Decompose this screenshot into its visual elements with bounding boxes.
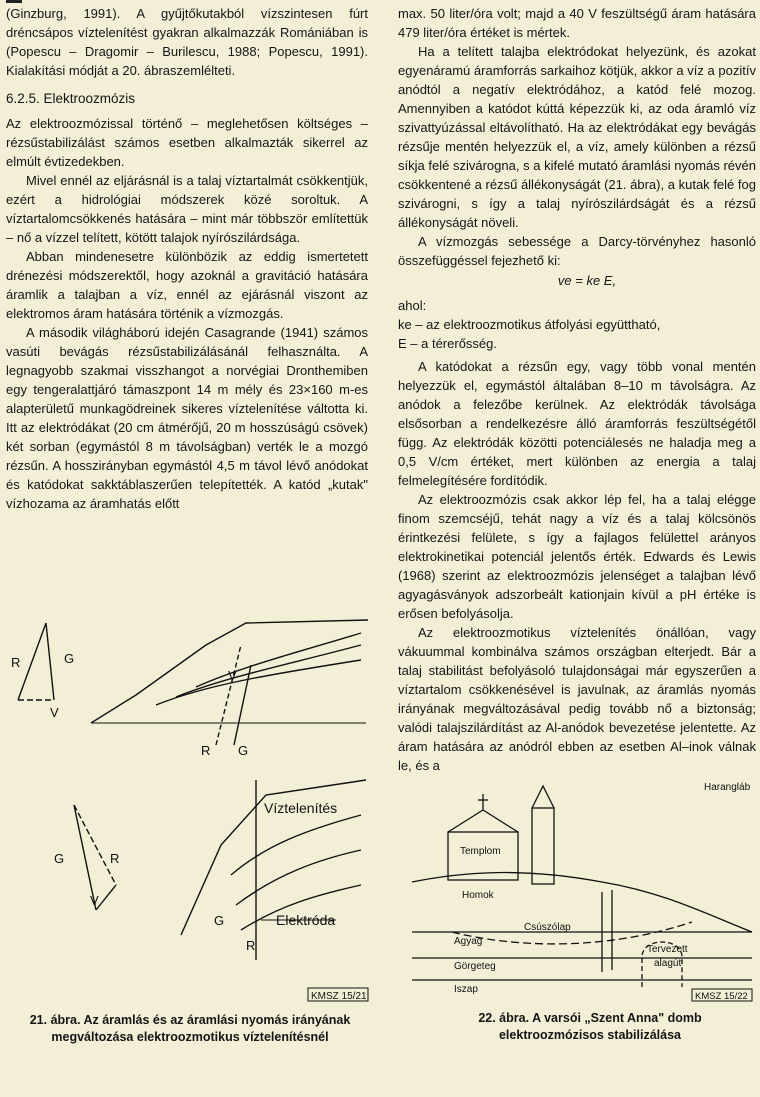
figure-22 (402, 772, 756, 1004)
label-harangláb: Harangláb (704, 782, 751, 793)
ahol-label: ahol: (398, 298, 427, 313)
label-templom: Templom (460, 846, 501, 857)
label-g-upper: G (64, 651, 75, 666)
figure-22-caption: 22. ábra. A varsói „Szent Anna" domb elektroozmózisos stabilizálása (478, 1011, 702, 1042)
label-gorgeteg: Görgeteg (454, 961, 496, 972)
paragraph-1: Az elektroozmózissal történő – meglehetősen költséges – rézsűstabilizálást számos esetben alkalmazták sikerrel az elmúlt évtizedekben. (6, 116, 368, 169)
paragraph-7: A katódokat a rézsűn egy, vagy több vonal mentén helyezzük el, egymástól általában 8–10 m távolságra. Az anódok a felezőbe kerülnek. Az elektródák távolsága elsősorban a rendelkezésre álló áramforrás feszültségétől függ. Az elektródák közötti potenciálesés ne haladja meg a 0,5 V/cm értéket, mert különben az energia a talaj felmelegítésére fordítódik. (398, 359, 756, 488)
figure-21-drawing (6, 605, 370, 1005)
right-column (398, 0, 756, 775)
paragraph-9: Az elektroozmotikus víztelenítés önállóan, vagy vákuummal kombinálva számos országban elterjedt. Bár a talaj stabilitást befolyásoló tulajdonságai már egyszerűen a víztartalom csökkenésével is javulnak, az áramlás nyomás irányának megváltozásával pedig tovább nő a biztonság; valódi talajszilárdítást az Al-anódok bevezetése jelentette. Az áram hatására az anódról ebben az esetben Al–inok válnak le, és a (398, 625, 756, 773)
darcy-formula: ve = ke E, (557, 273, 617, 288)
label-v-slope-upper: V (228, 668, 237, 683)
upper-flow-line-3 (196, 633, 361, 687)
label-csuszolap: Csúszólap (524, 922, 571, 933)
label-v-upper: V (50, 705, 59, 720)
label-iszap: Iszap (454, 984, 478, 995)
label-g-slope-upper: G (238, 743, 249, 758)
stamp-22: KMSZ 15/22 (695, 991, 748, 1002)
definition-ke: ke – az elektroozmotikus átfolyási együttható, (398, 317, 661, 332)
lower-flow-line-2 (236, 850, 361, 905)
paragraph-continued: max. 50 liter/óra volt; majd a 40 V feszültségű áram hatására 479 liter/óra értéket is mértek. (398, 6, 756, 40)
figure-21 (6, 605, 370, 1005)
label-alagut: alagút (654, 958, 682, 969)
upper-flow-line-1 (156, 660, 361, 705)
bell-tower (532, 808, 554, 884)
bell-tower-roof (532, 786, 554, 808)
paragraph-8: Az elektroozmózis csak akkor lép fel, ha a talaj elégge finom szemcséjű, tehát nagy a víz és a talaj kölcsönös érintkezési felülete, s így a fajlagos felülettel arányos elektrokinetikai potenciál jelentős érték. Edwards és Lewis (1968) szerint az elektroozmózis jelenséget a talajban lévő agyagásványok adszorbeált kationjain kívül a pH értéke is erősen befolyásolja. (398, 492, 756, 621)
force-triangle-g-line (46, 623, 54, 700)
paragraph-6: A vízmozgás sebessége a Darcy-törvényhez hasonló összefüggéssel fejezhető ki: (398, 234, 756, 268)
stamp-21: KMSZ 15/21 (311, 991, 367, 1002)
paragraph-2: Mivel ennél az eljárásnál is a talaj víztartalmát csökkentjük, ezért a hidrológiai módszerek közé soroltuk. A víztartalomcsökkenés hatására – mint már többször említettük – nő a vízzel telített, kötött talajok nyírószilárdsága. (6, 173, 368, 245)
label-elektroda: Elektróda (276, 912, 336, 928)
lower-force-line-r (74, 805, 116, 885)
church-roof (448, 810, 518, 832)
figure-22-drawing (402, 772, 756, 1004)
lower-force-line-v (96, 885, 116, 910)
label-agyag: Agyag (454, 936, 483, 947)
section-heading: 6.2.5. Elektroozmózis (6, 91, 136, 106)
label-r-lower: R (110, 851, 120, 866)
label-r-slope-upper: R (201, 743, 211, 758)
label-homok: Homok (462, 890, 494, 901)
label-v-lower: V (90, 893, 99, 908)
force-triangle-r-line (18, 623, 46, 700)
paragraph-3: Abban mindenesetre különbözik az eddig ismertetett drénezési módszerektől, hogy azoknál a gravitáció hatására áramlik a talajban a víz, ennél az ejárásnál viszont az elektromos áram hatására történik a vízmozgás. (6, 249, 368, 321)
paragraph-5: Ha a telített talajba elektródokat helyezünk, és azokat egyenáramú áramforrás sarkaihoz kötjük, akkor a víz a pozitív anódtól a negatív elektródához, a katód felé mozog. Amennyiben a katódot kúttá képezzük ki, az oda áramló víz szivattyúzással eltávolítható. Ha az elektródákat egy bevágás rézsűje mentén helyezzük el, a víz, amely különben a rézsű síkja felé szivárogna, s a kifelé mutató áramlási nyomás révén csökkentené a rézsű állékonyságát (21. ábra), a kutak felé fog szivárogni, s így a talaj nyírószilárdságát és a rézsű állékonyságát növeli. (398, 44, 756, 230)
label-r-slope-lower: R (246, 938, 256, 953)
paragraph-4: A második világháború idején Casagrande (1941) számos vasúti bevágás rézsűstabilizálásánál felhasználta. A legnagyobb szakmai visszhangot a norvégiai Dronthemiben egy tengeralattjáró támaszpont 14 m mély és 23×160 m-es alapterületű munkagödreinek sikeres víztelenítése váltotta ki. Itt az elektródákat (20 cm átmérőjű, 20 m hosszúságú csövek) két sorban (egymástól 8 m távolságban) verték le a mozgó rézsűn. A hosszirányban egymástól 4,5 m távol lévő anódokat és katódokat sakktáblaszerűen telepítették. A katód „kutak" vízhozama az áramhatás előtt (6, 325, 368, 511)
label-viztelenites: Víztelenítés (264, 800, 338, 816)
label-g-lower: G (54, 851, 65, 866)
sliding-surface (452, 922, 692, 944)
figure-21-caption: 21. ábra. Az áramlás és az áramlási nyomás irányának megváltozása elektroozmotikus víztelenítésnél (29, 1013, 351, 1044)
label-tervezett: Tervezett (647, 944, 688, 955)
lower-flow-line-1 (231, 815, 361, 875)
paragraph-intro: (Ginzburg, 1991). A gyűjtőkutakból vízszintesen fúrt dréncsápos víztelenítést gyakran alkalmazzák Romániában is (Popescu – Dragomir – Burilescu, 1988; Popescu, 1991). Kialakítási módját a 20. ábraszemlélteti. (6, 6, 368, 78)
label-r-upper: R (11, 655, 21, 670)
hill-surface (412, 873, 752, 932)
definition-e: E – a térerősség. (398, 336, 497, 351)
label-g-slope-lower: G (214, 913, 225, 928)
left-column (6, 0, 368, 513)
